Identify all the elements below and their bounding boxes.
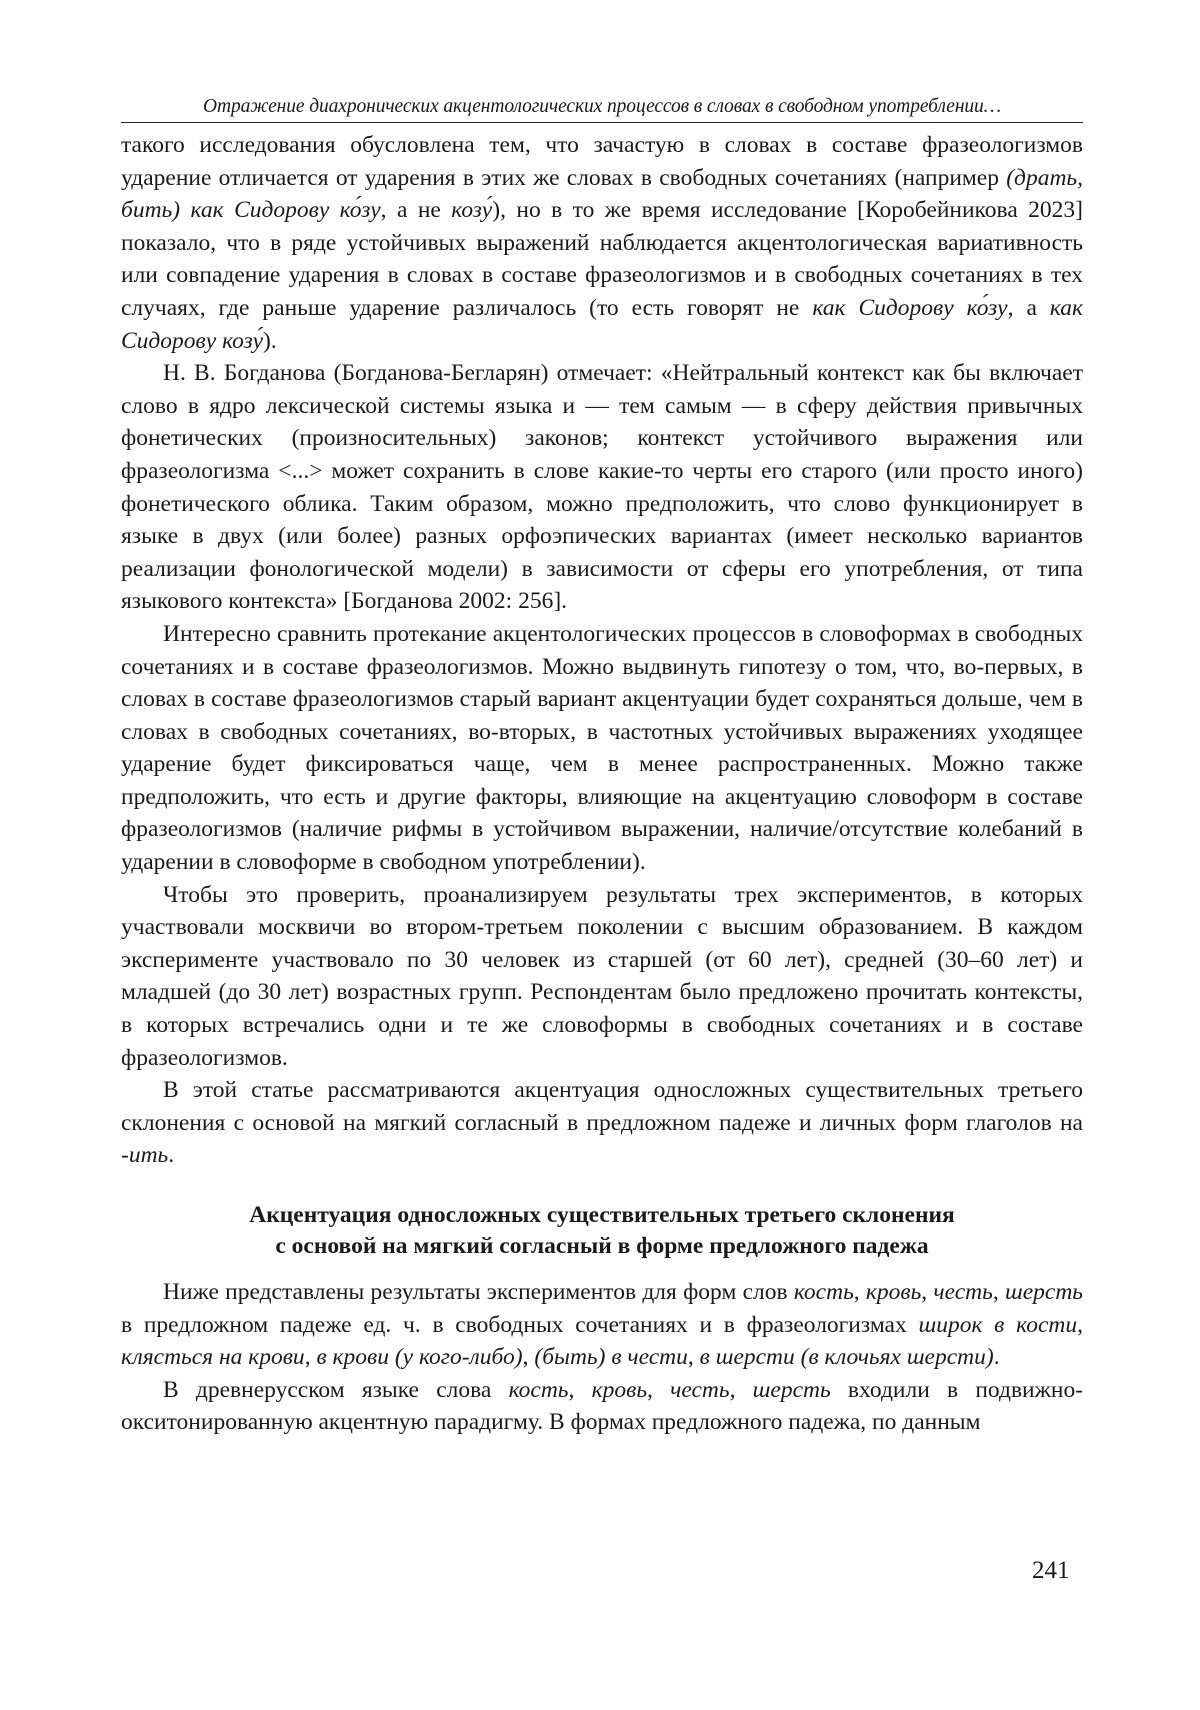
italic-run: кость [508,1376,569,1403]
section-heading [121,1200,1083,1262]
text-run: , [304,1344,317,1371]
paragraph [121,129,1083,357]
paragraphs-block-2 [121,1276,1083,1439]
text-run: , [921,1279,934,1305]
text-run: , а не [380,197,452,224]
text-run: , [992,1279,1005,1305]
italic-run: шерсть [1004,1279,1084,1305]
italic-run: в шерсти (в клочьях шерсти) [699,1344,994,1371]
text-run: ). [263,327,277,354]
italic-run: (драть, бить) как Сидорову ко́зу [121,164,1083,224]
text-run: , [687,1344,700,1371]
section-heading-line-2: с основой на мягкий согласный в форме предложного падежа [275,1233,929,1259]
page-number: 241 [1032,1557,1070,1584]
paragraph [121,1374,1083,1439]
text-run: , а [1007,294,1050,321]
paragraph [121,618,1083,879]
italic-run: как Сидорову ко́зу [812,294,1008,321]
page [121,96,1083,1439]
paragraph [121,357,1083,618]
text-run: Н. В. Богданова (Богданова-Бегларян) отмечает: «Нейтральный контекст как бы включает слово в ядро лексической системы языка и — тем самым — в сферу действия привычных фонетических (произносительных) законов; контекст устойчивого выражения или фразеологизма <...> может сохранить в слове какие-то черты его старого (или просто иного) фонетического облика. Таким образом, можно предположить, что слово функционирует в языке в двух (или более) разных орфоэпических вариантах (имеет несколько вариантов реализации фонологической модели) в зависимости от сферы его употребления, от типа языкового контекста» [Богданова 2002: 256]. [121,360,1083,615]
text-run: . [993,1344,1000,1371]
italic-run: клясться на крови [121,1344,305,1371]
paragraph [121,1276,1083,1374]
text-run: В этой статье рассматриваются акцентуация односложных существительных третьего склонения с основой на мягкий согласный в предложном падеже и личных форм глаголов на [121,1077,1083,1136]
text-run: В древнерусском языке слова [163,1376,509,1403]
text-run: ), но в то же время исследование [Коробейникова 2023] показало, что в ряде устойчивых выражений наблюдается акцентологическая вариативность или совпадение ударения в словах в составе фразеологизмов и в свободных сочетаниях в тех случаях, где раньше ударение различалось (то есть говорят не [121,197,1083,321]
section-heading-line-1: Акцентуация односложных существительных третьего склонения [249,1202,955,1228]
text-run: , [647,1376,671,1403]
italic-run: широк в кости [918,1311,1078,1338]
text-run: Ниже представлены результаты экспериментов для форм слов [163,1279,794,1305]
text-run: , [568,1376,592,1403]
text-run: . [168,1142,175,1169]
italic-run: шерсть [752,1376,831,1403]
body-text [121,129,1083,1439]
paragraph [121,879,1083,1075]
text-run: , [522,1344,535,1371]
italic-run: в крови (у кого-либо) [316,1344,523,1371]
text-run: , [1077,1311,1083,1338]
text-run: , [729,1376,753,1403]
text-run: Интересно сравнить протекание акцентологических процессов в словоформах в свободных сочетаниях и в составе фразеологизмов. Можно выдвинуть гипотезу о том, что, во-первых, в словах в составе фразеологизмов старый вариант акцентуации будет сохраняться дольше, чем в словах в свободных сочетаниях, во-вторых, в частотных устойчивых выражениях уходящее ударение будет фиксироваться чаще, чем в менее распространенных. Можно также предположить, что есть и другие факторы, влияющие на акцентуацию словоформ в составе фразеологизмов (наличие рифмы в устойчивом выражении, наличие/отсутствие колебаний в ударении в словоформе в свободном употреблении). [121,620,1083,876]
paragraph [121,1074,1083,1172]
text-run: в предложном падеже ед. ч. в свободных сочетаниях и в фразеологизмах [121,1311,919,1338]
text-run: входили в подвижно-окситонированную акцентную парадигму. В формах предложного падежа, по данным [121,1376,1084,1436]
italic-run: кровь [591,1376,648,1403]
italic-run: -ить [121,1142,169,1169]
text-run: такого исследования обусловлена тем, что зачастую в словах в составе фразеологизмов ударение отличается от ударения в этих же словах в свободных сочетаниях (например [121,132,1083,191]
italic-run: (быть) в чести [534,1344,688,1371]
running-head: Отражение диахронических акцентологических процессов в словах в свободном употреблении… [121,96,1083,123]
italic-run: кровь [865,1279,922,1305]
italic-run: честь [670,1376,730,1403]
italic-run: честь [933,1279,993,1305]
italic-run: козу́ [451,197,493,224]
italic-run: как Сидорову козу́ [121,294,1083,354]
italic-run: кость [793,1279,854,1305]
text-run: , [853,1279,866,1305]
paragraphs-block-1 [121,129,1083,1172]
text-run: Чтобы это проверить, проанализируем результаты трех экспериментов, в которых участвовали москвичи во втором-третьем поколении с высшим образованием. В каждом эксперименте участвовало по 30 человек из старшей (от 60 лет), средней (30–60 лет) и младшей (до 30 лет) возрастных групп. Респондентам было предложено прочитать контексты, в которых встречались одни и те же словоформы в свободных сочетаниях и в составе фразеологизмов. [121,881,1083,1071]
